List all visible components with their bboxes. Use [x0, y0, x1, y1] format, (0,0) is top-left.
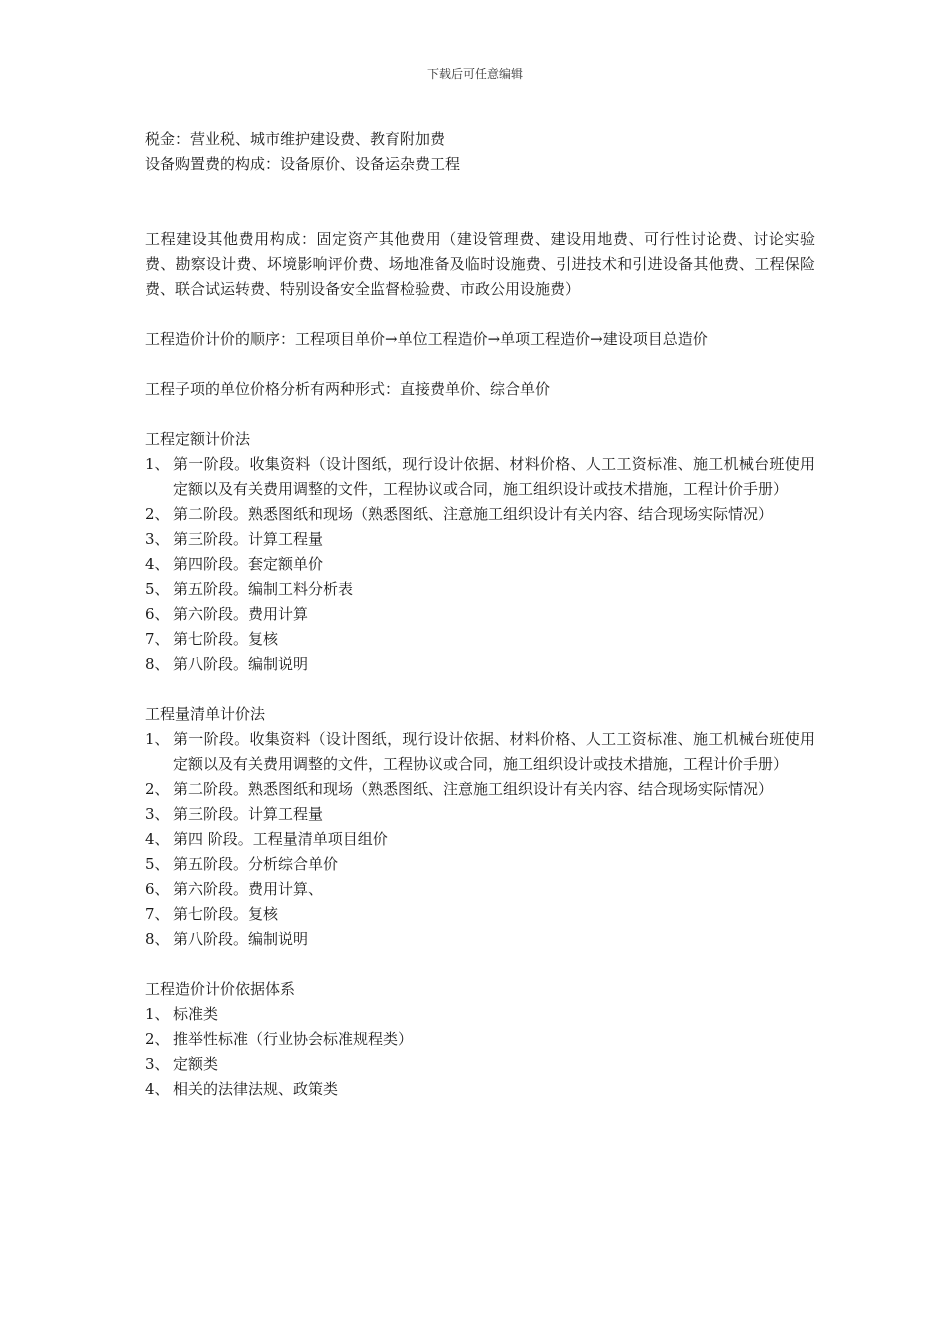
- list-number: 7、: [145, 905, 170, 923]
- list-item: [145, 527, 815, 552]
- spacer: [145, 302, 815, 327]
- list-text: 第三阶段。计算工程量: [173, 805, 324, 823]
- page-header-note: 下载后可任意编辑: [426, 67, 523, 81]
- spacer: [145, 677, 815, 702]
- list-text: 第二阶段。熟悉图纸和现场（熟悉图纸、注意施工组织设计有关内容、结合现场实际情况）: [173, 780, 774, 798]
- list-number: 8、: [145, 655, 170, 673]
- list-number: 2、: [145, 1030, 170, 1048]
- list-number: 4、: [145, 555, 170, 573]
- list-number: 4、: [145, 830, 170, 848]
- list-item: [145, 552, 815, 577]
- list-number: 5、: [145, 580, 170, 598]
- list-text: 定额类: [173, 1055, 219, 1073]
- list-text: 第一阶段。收集资料（设计图纸，现行设计依据、材料价格、人工工资标准、施工机械台班使用定额以及有关费用调整的文件，工程协议或合同，施工组织设计或技术措施，工程计价手册）: [173, 455, 815, 498]
- section-title-quota-pricing: 工程定额计价法: [145, 430, 251, 448]
- list-number: 2、: [145, 780, 170, 798]
- list-text: 第七阶段。复核: [173, 630, 279, 648]
- list-number: 6、: [145, 880, 170, 898]
- list-item: [145, 577, 815, 602]
- other-costs-paragraph: 工程建设其他费用构成：固定资产其他费用（建设管理费、建设用地费、可行性讨论费、讨论实验费、勘察设计费、坏境影响评价费、场地准备及临时设施费、引进技术和引进设备其他费、工程保险费、联合试运转费、特别设备安全监督检验费、市政公用设施费）: [145, 230, 815, 298]
- list-item: [145, 927, 815, 952]
- spacer: [145, 177, 815, 227]
- spacer: [145, 952, 815, 977]
- list-item: [145, 877, 815, 902]
- list-text: 推举性标准（行业协会标准规程类）: [173, 1030, 414, 1048]
- equipment-cost-line: 设备购置费的构成：设备原价、设备运杂费工程: [145, 155, 461, 173]
- pricing-basis-list: [145, 1002, 815, 1102]
- list-item: [145, 652, 815, 677]
- list-number: 8、: [145, 930, 170, 948]
- list-item: [145, 1027, 815, 1052]
- list-text: 第四阶段。套定额单价: [173, 555, 324, 573]
- list-number: 1、: [145, 1005, 170, 1023]
- list-item: [145, 727, 815, 777]
- list-number: 2、: [145, 505, 170, 523]
- list-text: 第八阶段。编制说明: [173, 930, 309, 948]
- list-text: 第五阶段。编制工料分析表: [173, 580, 354, 598]
- list-text: 相关的法律法规、政策类: [173, 1080, 339, 1098]
- list-item: [145, 602, 815, 627]
- list-number: 3、: [145, 805, 170, 823]
- list-number: 3、: [145, 530, 170, 548]
- list-text: 第八阶段。编制说明: [173, 655, 309, 673]
- list-number: 5、: [145, 855, 170, 873]
- bill-of-quantities-steps: [145, 727, 815, 952]
- list-text: 第二阶段。熟悉图纸和现场（熟悉图纸、注意施工组织设计有关内容、结合现场实际情况）: [173, 505, 774, 523]
- list-text: 第六阶段。费用计算、: [173, 880, 324, 898]
- spacer: [145, 352, 815, 377]
- list-number: 3、: [145, 1055, 170, 1073]
- list-text: 标准类: [173, 1005, 219, 1023]
- list-number: 1、: [145, 455, 170, 473]
- tax-line: 税金：营业税、城市维护建设费、教育附加费: [145, 130, 446, 148]
- list-number: 6、: [145, 605, 170, 623]
- list-item: [145, 802, 815, 827]
- list-number: 7、: [145, 630, 170, 648]
- list-item: [145, 777, 815, 802]
- section-title-pricing-basis: 工程造价计价依据体系: [145, 980, 296, 998]
- list-item: [145, 827, 815, 852]
- spacer: [145, 402, 815, 427]
- quota-pricing-steps: [145, 452, 815, 677]
- list-item: [145, 1002, 815, 1027]
- document-body: [145, 127, 815, 1102]
- list-text: 第四 阶段。工程量清单项目组价: [173, 830, 388, 848]
- section-title-bill-of-quantities: 工程量清单计价法: [145, 705, 266, 723]
- list-text: 第一阶段。收集资料（设计图纸，现行设计依据、材料价格、人工工资标准、施工机械台班使用定额以及有关费用调整的文件，工程协议或合同，施工组织设计或技术措施，工程计价手册）: [173, 730, 815, 773]
- list-item: [145, 452, 815, 502]
- unit-price-paragraph: 工程子项的单位价格分析有两种形式：直接费单价、综合单价: [145, 380, 551, 398]
- list-number: 1、: [145, 730, 170, 748]
- list-text: 第三阶段。计算工程量: [173, 530, 324, 548]
- list-text: 第六阶段。费用计算: [173, 605, 309, 623]
- list-item: [145, 502, 815, 527]
- list-text: 第五阶段。分析综合单价: [173, 855, 339, 873]
- list-item: [145, 852, 815, 877]
- list-item: [145, 1077, 815, 1102]
- list-item: [145, 627, 815, 652]
- pricing-order-paragraph: 工程造价计价的顺序：工程项目单价→单位工程造价→单项工程造价→建设项目总造价: [145, 330, 708, 348]
- list-text: 第七阶段。复核: [173, 905, 279, 923]
- list-item: [145, 1052, 815, 1077]
- list-item: [145, 902, 815, 927]
- list-number: 4、: [145, 1080, 170, 1098]
